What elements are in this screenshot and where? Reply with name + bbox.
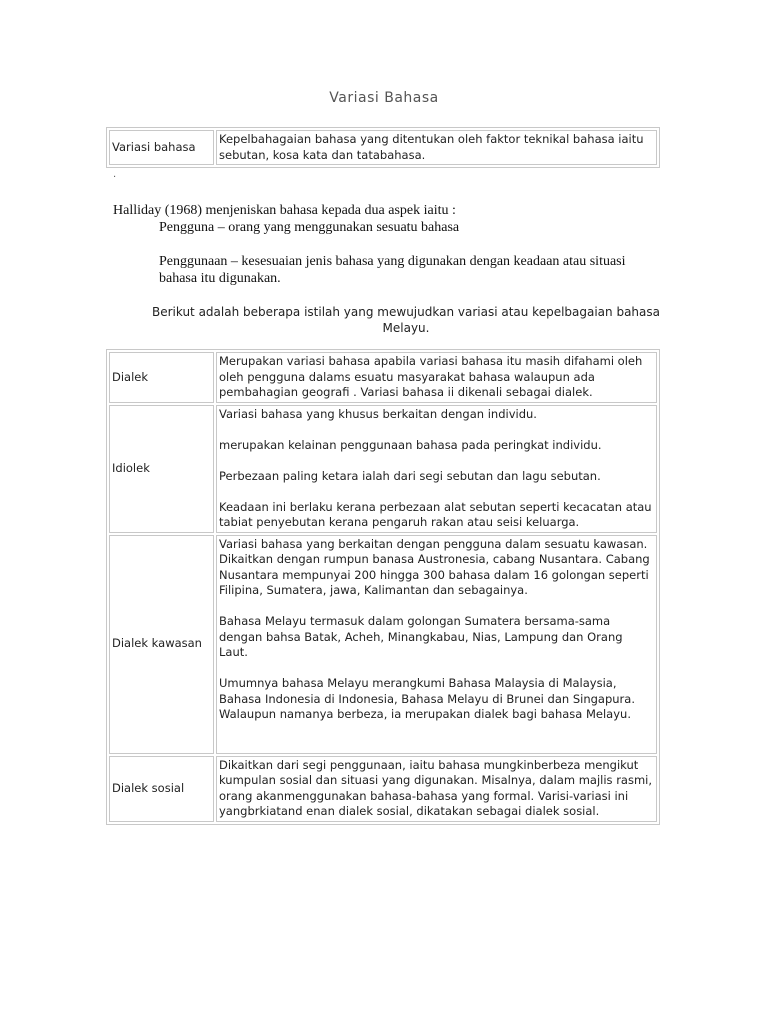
variation-paragraph: merupakan kelainan penggunaan bahasa pada peringkat individu. [219, 437, 602, 452]
intro-paragraph: Berikut adalah beberapa istilah yang mewujudkan variasi atau kepelbagaian bahasa Melayu. [151, 305, 660, 335]
halliday-line: Halliday (1968) menjeniskan bahasa kepada dua aspek iaitu : [113, 203, 456, 218]
variation-row [109, 535, 657, 754]
variation-row [109, 756, 657, 822]
penggunaan-line: Penggunaan – kesesuaian jenis bahasa yang digunakan dengan keadaan atau situasi bahasa itu digunakan. [159, 254, 626, 286]
stray-dot: . [113, 169, 117, 180]
variation-term: Idiolek [109, 405, 214, 533]
variation-paragraph: Merupakan variasi bahasa apabila variasi bahasa itu masih difahami oleh oleh pengguna dalams esuatu masyarakat bahasa walaupun ada pembahagian geografi . Variasi bahasa ii dikenali sebagai dialek. [219, 354, 643, 399]
variation-row [109, 405, 657, 533]
definition-term: Variasi bahasa [109, 130, 214, 165]
definition-row [109, 130, 657, 165]
variations-table [106, 349, 660, 825]
variation-paragraph: Bahasa Melayu termasuk dalam golongan Sumatera bersama-sama dengan bahsa Batak, Acheh, Minangkabau, Nias, Lampung dan Orang Laut. [219, 614, 623, 659]
variation-paragraph: Variasi bahasa yang berkaitan dengan pengguna dalam sesuatu kawasan. Dikaitkan dengan rumpun banasa Austronesia, cabang Nusantara. Cabang Nusantara mempunyai 200 hingga 300 bahasa dalam 16 golongan seperti Filipina, Sumatera, jawa, Kalimantan dan sebagainya. [219, 536, 650, 597]
pengguna-line: Pengguna – orang yang menggunakan sesuatu bahasa [159, 220, 460, 235]
variation-description [216, 352, 657, 403]
variation-paragraph: Dikaitkan dari segi penggunaan, iaitu bahasa mungkinberbeza mengikut kumpulan sosial dan situasi yang digunakan. Misalnya, dalam majlis rasmi, orang akanmenggunakan bahasa-bahasa yang formal. Varisi-variasi ini yangbrkiatand enan dialek sosial, dikatakan sebagai dialek sosial. [219, 757, 653, 818]
variation-row [109, 352, 657, 403]
definition-table [106, 127, 660, 168]
variation-term: Dialek [109, 352, 214, 403]
variation-description [216, 535, 657, 754]
variation-description [216, 756, 657, 822]
variation-paragraph: Variasi bahasa yang khusus berkaitan dengan individu. [219, 406, 537, 421]
definition-text: Kepelbahagaian bahasa yang ditentukan oleh faktor teknikal bahasa iaitu sebutan, kosa kata dan tatabahasa. [216, 130, 657, 165]
variation-paragraph: Perbezaan paling ketara ialah dari segi sebutan dan lagu sebutan. [219, 468, 601, 483]
variation-paragraph: Umumnya bahasa Melayu merangkumi Bahasa Malaysia di Malaysia, Bahasa Indonesia di Indonesia, Bahasa Melayu di Brunei dan Singapura. Walaupun namanya berbeza, ia merupakan dialek bagi bahasa Melayu. [219, 676, 635, 721]
variation-description [216, 405, 657, 533]
page-title: Variasi Bahasa [329, 90, 439, 106]
variations-body [109, 352, 657, 822]
variation-term: Dialek kawasan [109, 535, 214, 754]
variation-paragraph: Keadaan ini berlaku kerana perbezaan alat sebutan seperti kecacatan atau tabiat penyebutan kerana pengaruh rakan atau seisi keluarga. [219, 499, 652, 529]
variation-term: Dialek sosial [109, 756, 214, 822]
